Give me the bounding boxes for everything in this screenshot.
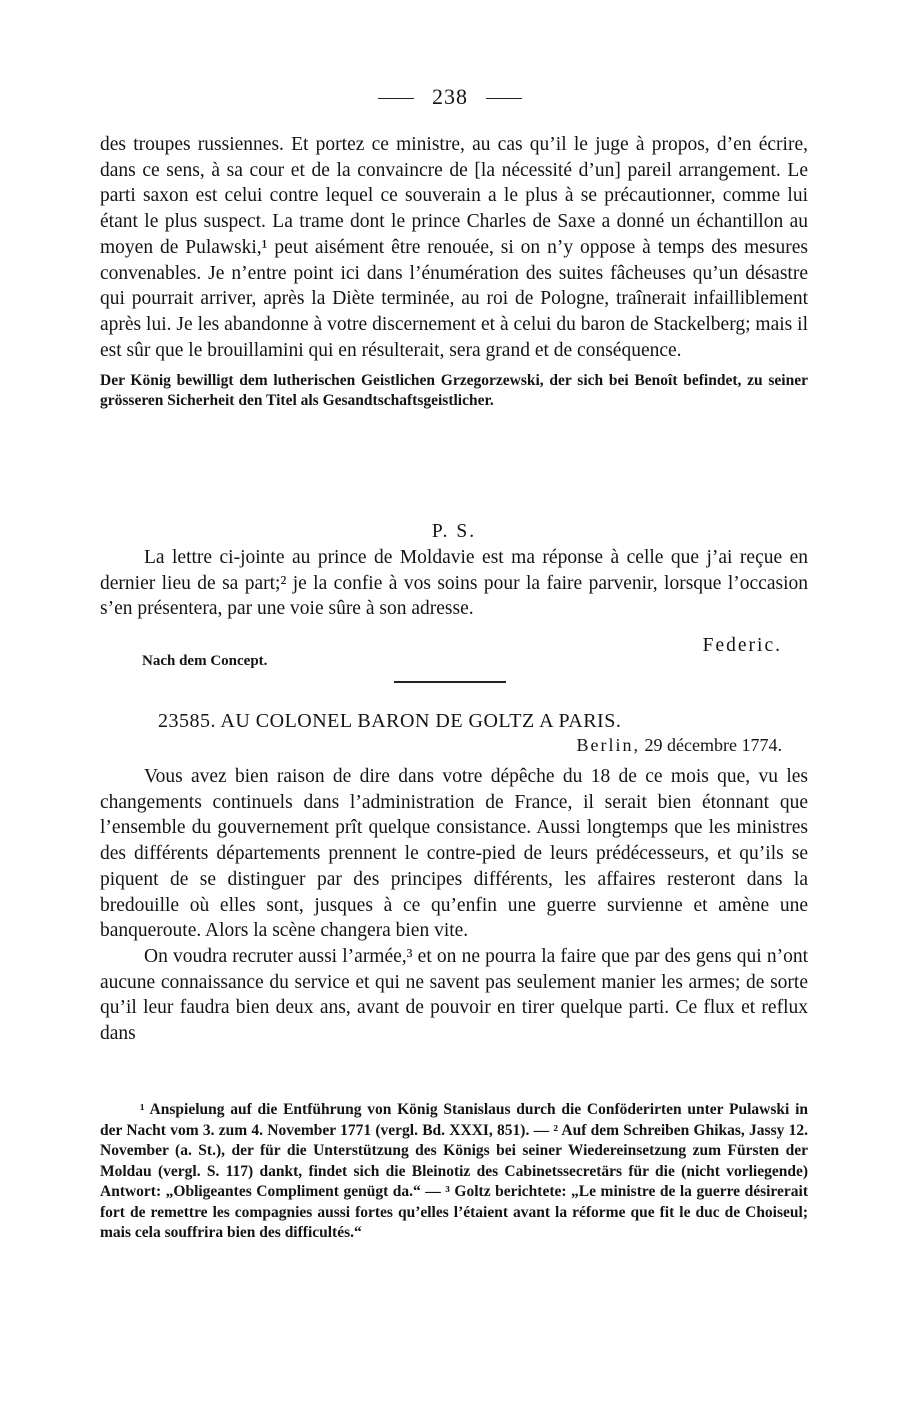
page-number: 238 xyxy=(432,84,468,109)
footnotes xyxy=(100,1100,808,1244)
letter-heading xyxy=(158,710,808,733)
separator xyxy=(0,667,900,707)
editorial-note: Der König bewilligt dem lutherischen Geistlichen Grzegorzewski, der sich bei Benoît befindet, zu seiner grösseren Sicherheit den Titel als Gesandtschaftsgeistlicher. xyxy=(100,372,808,409)
letter-title: AU COLONEL BARON DE GOLTZ A PARIS. xyxy=(220,710,622,732)
paragraph-continued: des troupes russiennes. Et portez ce ministre, au cas qu’il le juge à propos, d’en écrire, dans ce sens, à sa cour et de la convaincre de [la nécessité d’un] pareil arrangement. Le parti saxon est celui contre lequel ce souverain a le plus à se précautionner, comme lui étant le plus suspect. La trame dont le prince Charles de Saxe a donné un échantillon au moyen de Pulawski,¹ peut aisément être renouée, si on n’y oppose à temps des mesures convenables. Je n’entre point ici dans l’énumération des suites fâcheuses qu’un désastre qui pourrait arriver, après la Diète terminée, au roi de Pologne, traînerait infailliblement après lui. Je les abandonne à votre discernement et à celui du baron de Stackelberg; mais il est sûr que le brouillamini qui en résulterait, sera grand et de conséquence. xyxy=(100,134,808,361)
postscript xyxy=(100,515,808,622)
signature: Federic. xyxy=(702,635,782,656)
letter-city: Berlin, xyxy=(576,735,641,755)
ps-heading: P. S. xyxy=(431,521,477,542)
main-text xyxy=(100,132,808,410)
header-rule-right xyxy=(486,98,522,99)
header-rule-left xyxy=(378,98,414,99)
letter-number: 23585. xyxy=(158,710,216,732)
letter xyxy=(100,710,808,1047)
letter-dateline xyxy=(100,735,782,756)
separator-rule xyxy=(394,681,506,683)
page-header xyxy=(0,84,900,110)
letter-paragraph-2: On voudra recruter aussi l’armée,³ et on ne pourra la faire que par des gens qui n’ont aucune connaissance du service et qui ne savent pas seulement manier les armes; de sorte qu’il leur faudra bien deux ans, avant de pouvoir en tirer quelque parti. Ce flux et reflux dans xyxy=(100,945,808,1045)
letter-paragraph-1: Vous avez bien raison de dire dans votre dépêche du 18 de ce mois que, vu les changements continuels dans l’administration de France, il serait bien étonnant que l’ensemble du gouvernement prît quelque consistance. Aussi longtemps que les ministres des différents départements prennent le contre-pied de leurs prédécesseurs, et qu’ils se piquent de se distinguer par des principes différents, les affaires resteront dans la bredouille où elles sont, jusques à ce qu’enfin une guerre survienne et amène une banqueroute. Alors la scène changera bien vite. xyxy=(100,766,808,942)
letter-date: 29 décembre 1774. xyxy=(644,735,782,755)
source-note: Nach dem Concept. xyxy=(142,653,268,669)
ps-paragraph: La lettre ci-jointe au prince de Moldavie est ma réponse à celle que j’ai reçue en dernier lieu de sa part;² je la confie à vos soins pour la faire parvenir, lorsque l’occasion s’en présentera, par une voie sûre à son adresse. xyxy=(100,547,808,620)
footnote-text: ¹ Anspielung auf die Entführung von König Stanislaus durch die Conföderirten unter Pulawski in der Nacht vom 3. zum 4. November 1771 (vergl. Bd. XXXI, 851). — ² Auf dem Schreiben Ghikas, Jassy 12. November (a. St.), der für die Unterstützung des Königs bei seiner Wiedereinsetzung zum Fürsten der Moldau (vergl. S. 117) dankt, findet sich die Bleinotiz des Cabinetssecretärs für die (nicht vorliegende) Antwort: „Obligeantes Compliment genügt da.“ — ³ Goltz berichtete: „Le ministre de la guerre désirerait fort de remettre les compagnies aussi fortes qu’elles l’étaient avant la réforme que fit le duc de Choiseul; mais cela souffrira bien des difficultés.“ xyxy=(100,1101,808,1241)
